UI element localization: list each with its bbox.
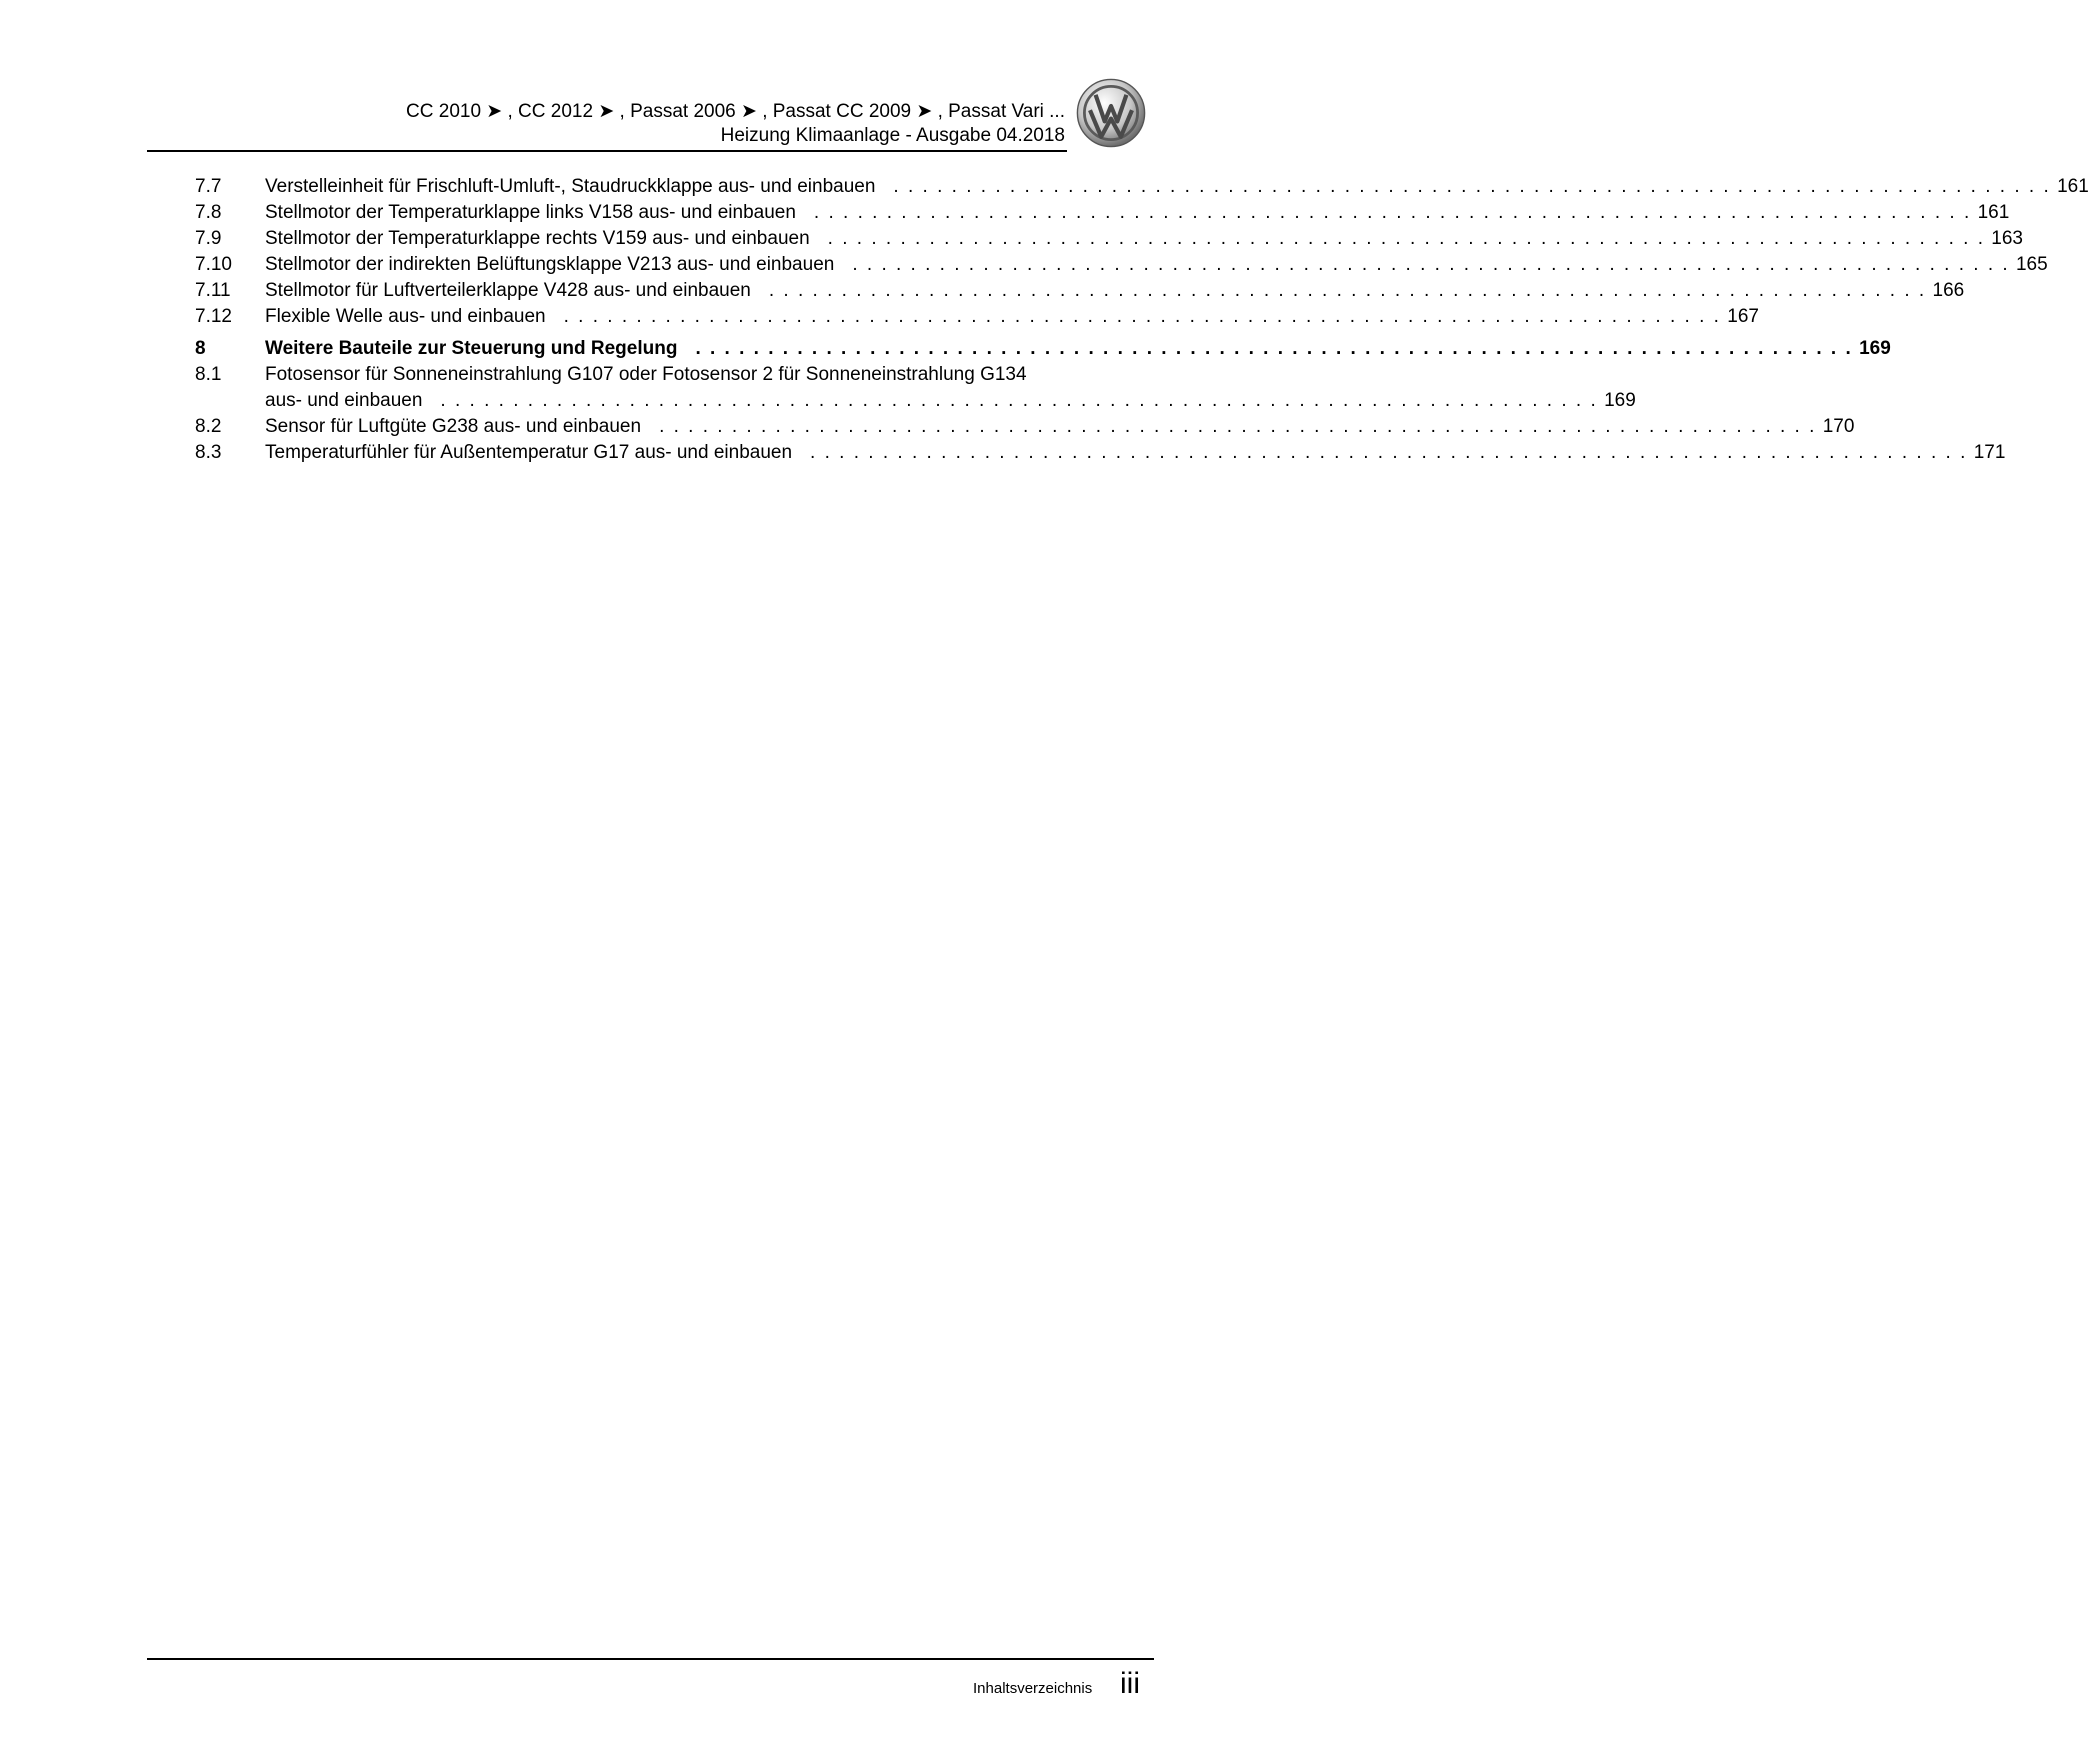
toc-entry-number: 8	[195, 338, 206, 359]
toc-entry-title-continued: aus- und einbauen	[265, 390, 423, 411]
toc-entry-title: Flexible Welle aus- und einbauen	[265, 306, 546, 327]
toc-entry-title: Stellmotor für Luftverteilerklappe V428 aus- und einbauen	[265, 280, 751, 301]
toc-entry-page: 166	[1932, 280, 1965, 301]
toc-entry-title: Fotosensor für Sonneneinstrahlung G107 oder Fotosensor 2 für Sonneneinstrahlung G134	[265, 364, 1027, 385]
vw-logo-icon	[1076, 78, 1146, 148]
toc-entry-title: Verstelleinheit für Frischluft-Umluft-, Staudruckklappe aus- und einbauen	[265, 176, 876, 197]
toc-entry-page: 165	[2015, 254, 2048, 275]
dot-leader	[814, 200, 1969, 226]
footer-divider	[147, 1658, 1154, 1660]
table-of-contents	[195, 174, 2089, 466]
dot-leader	[695, 336, 1850, 362]
toc-entry-number: 7.10	[195, 254, 232, 275]
toc-entry-number: 7.12	[195, 306, 232, 327]
footer-section-label: Inhaltsverzeichnis	[973, 1680, 1093, 1697]
toc-entry-title: Sensor für Luftgüte G238 aus- und einbauen	[265, 416, 642, 437]
toc-chapter-entry[interactable]	[195, 336, 1891, 362]
toc-entry-title: Temperaturfühler für Außentemperatur G17 aus- und einbauen	[265, 442, 793, 463]
toc-entry-number: 7.9	[195, 228, 222, 249]
toc-entry-number: 7.7	[195, 176, 222, 197]
toc-entry-title: Stellmotor der Temperaturklappe links V158 aus- und einbauen	[265, 202, 796, 223]
toc-entry-page: 169	[1859, 338, 1891, 359]
dot-leader	[564, 304, 1719, 330]
toc-entry-page: 171	[1973, 442, 2006, 463]
dot-leader	[659, 414, 1814, 440]
toc-entry-number: 8.2	[195, 416, 222, 437]
toc-entry[interactable]	[195, 414, 1855, 440]
toc-entry-number: 7.8	[195, 202, 222, 223]
dot-leader	[769, 278, 1924, 304]
toc-entry-number: 8.3	[195, 442, 222, 463]
toc-entry[interactable]	[195, 362, 1636, 414]
toc-entry-number: 8.1	[195, 364, 222, 385]
toc-entry[interactable]	[195, 278, 1965, 304]
header-models: CC 2010 ➤ , CC 2012 ➤ , Passat 2006 ➤ , Passat CC 2009 ➤ , Passat Vari ...	[406, 101, 1065, 122]
toc-entry[interactable]	[195, 304, 1759, 330]
toc-entry[interactable]	[195, 226, 2023, 252]
toc-entry-page: 163	[1991, 228, 2023, 249]
dot-leader	[852, 252, 2007, 278]
toc-entry-title: Weitere Bauteile zur Steuerung und Regelung	[265, 338, 678, 359]
toc-entry-page: 161	[2057, 176, 2089, 197]
toc-entry[interactable]	[195, 440, 2006, 466]
footer-page-number: iii	[1120, 1667, 1140, 1700]
dot-leader	[828, 226, 1983, 252]
toc-entry[interactable]	[195, 174, 2089, 200]
toc-entry-page: 161	[1977, 202, 2010, 223]
toc-entry-page: 169	[1604, 390, 1636, 411]
toc-entry-page: 170	[1822, 416, 1855, 437]
toc-entry[interactable]	[195, 252, 2048, 278]
dot-leader	[440, 388, 1595, 414]
header-edition: Heizung Klimaanlage - Ausgabe 04.2018	[720, 125, 1065, 146]
toc-entry-title: Stellmotor der Temperaturklappe rechts V159 aus- und einbauen	[265, 228, 810, 249]
header-divider	[147, 150, 1067, 152]
toc-entry-title: Stellmotor der indirekten Belüftungsklappe V213 aus- und einbauen	[265, 254, 835, 275]
toc-entry-page: 167	[1727, 306, 1759, 327]
toc-entry-number: 7.11	[195, 280, 231, 301]
page-header	[145, 96, 1065, 150]
toc-entry[interactable]	[195, 200, 2010, 226]
dot-leader	[810, 440, 1965, 466]
dot-leader	[893, 174, 2048, 200]
